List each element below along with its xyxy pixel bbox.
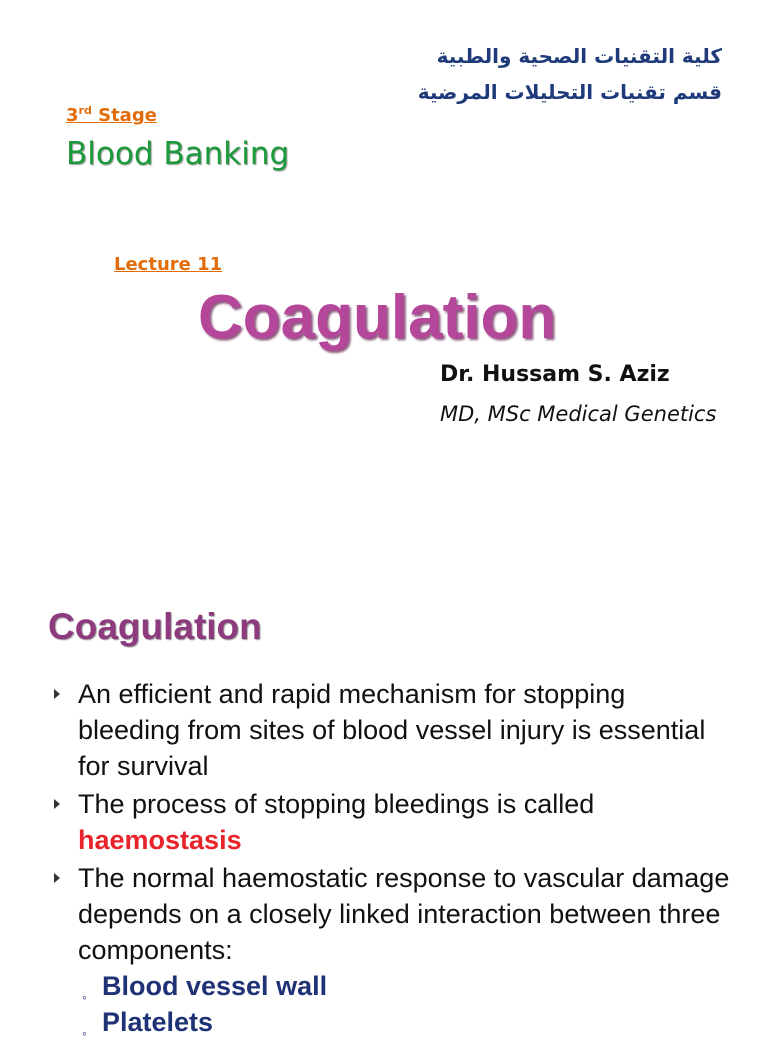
bullet-text: The normal haemostatic response to vascular damage depends on a closely linked interaction between three components: <box>78 863 730 965</box>
bullet-arrow-icon <box>54 689 60 699</box>
bullet-list <box>54 676 734 1042</box>
bullet-arrow-icon <box>54 873 60 883</box>
ring-bullet-icon: ◦ <box>82 1025 87 1041</box>
lecture-number: Lecture 11 <box>114 254 223 275</box>
stage-suffix: rd <box>78 104 92 117</box>
bullet-item <box>54 786 734 858</box>
stage-number: 3 <box>66 105 79 126</box>
author-credentials: MD, MSc Medical Genetics <box>440 402 717 426</box>
stage-label <box>66 104 157 126</box>
sub-bullet-item <box>80 968 734 1004</box>
slide-title: Coagulation <box>48 606 262 647</box>
stage-word: Stage <box>91 105 157 126</box>
bullet-item <box>54 676 734 784</box>
sub-bullet-text: Blood vessel wall <box>102 971 328 1001</box>
department-name-arabic: قسم تقنيات التحليلات المرضية <box>417 80 722 104</box>
bullet-item <box>54 860 734 1040</box>
bullet-arrow-icon <box>54 799 60 809</box>
course-subject: Blood Banking <box>66 136 290 172</box>
sub-bullet-text: Platelets <box>102 1007 214 1037</box>
content-slide <box>0 580 768 1041</box>
emphasis-term: haemostasis <box>78 825 242 855</box>
sub-bullet-item <box>80 1004 734 1040</box>
college-name-arabic: كلية التقنيات الصحية والطبية <box>436 44 722 68</box>
sub-bullet-list <box>78 968 734 1040</box>
bullet-text: An efficient and rapid mechanism for stopping bleeding from sites of blood vessel injury is essential for survival <box>78 679 706 781</box>
lecture-title: Coagulation <box>198 283 557 352</box>
ring-bullet-icon: ◦ <box>82 989 87 1005</box>
author-name: Dr. Hussam S. Aziz <box>440 362 670 387</box>
bullet-text: The process of stopping bleedings is called <box>78 789 595 819</box>
